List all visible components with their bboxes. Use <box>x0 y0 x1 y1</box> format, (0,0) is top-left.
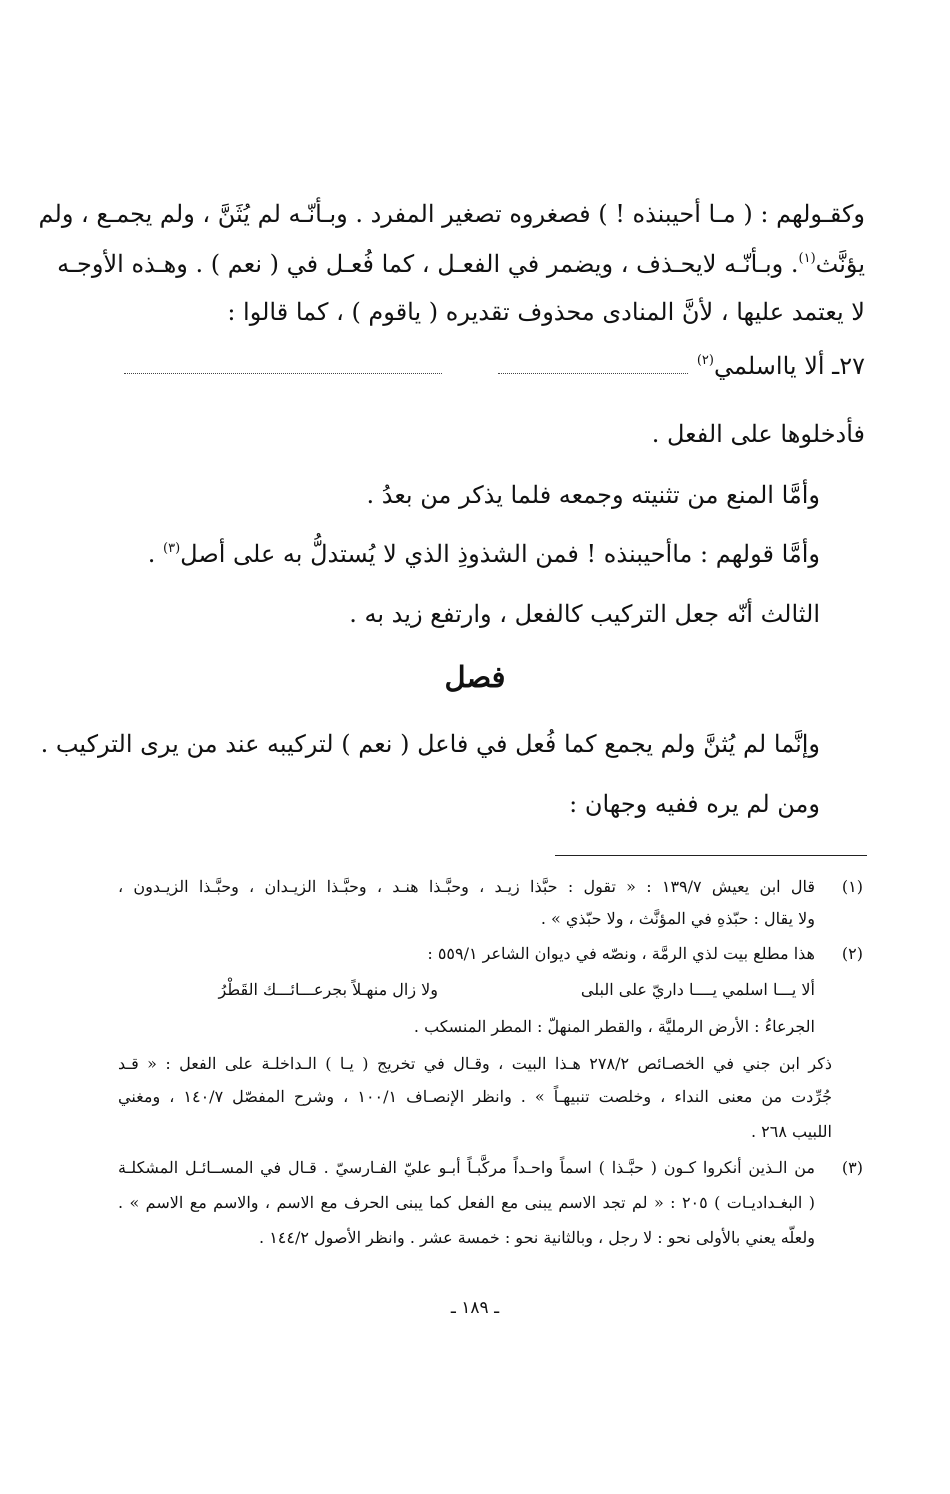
text-fragment: . وبـأنّـه لايحـذف ، ويضمر في الفعـل ، كما فُعـل في ( نعم ) . وهـذه الأوجـه <box>57 250 799 278</box>
verse-dotted-line <box>498 373 688 374</box>
text-fragment: يؤنَّث <box>815 250 865 278</box>
footnote-line: من الـذين أنكروا كـون ( حبَّـذا ) اسماً واحـداً مركَّبـاً أبـو عليّ الفـارسيّ . قـال في المســائـل المشكلـة <box>118 1158 815 1177</box>
text-line: وإنَّما لم يُثنَّ ولم يجمع كما فُعل في فاعل ( نعم ) لتركيبه عند من يرى التركيب . <box>40 730 820 758</box>
footnote-mark: (١) <box>798 251 816 266</box>
footnote-line: الجرعاءُ : الأرض الرمليَّة ، والقطر المنهلّ : المطر المنسكب . <box>413 1017 815 1036</box>
text-line <box>57 250 865 279</box>
footnote-line: ذكر ابن جني في الخصـائص ٢٧٨/٢ هـذا البيت ، وقـال في تخريج ( يـا ) الـداخلـة على الفعل : « قـد <box>118 1054 832 1073</box>
footnote-line: جُرِّدت من معنى النداء ، وخلصت تنبيهـاً » . وانظر الإنصـاف ١٠٠/١ ، وشرح المفصّل ١٤٠/٧ ، ومغني <box>118 1087 833 1106</box>
text-line: وأمَّا المنع من تثنيته وجمعه فلما يذكر من بعدُ . <box>366 481 820 509</box>
text-line: فأدخلوها على الفعل . <box>651 420 865 448</box>
verse-number-line <box>697 352 865 381</box>
text-fragment: وأمَّا قولهم : ماأحيبنذه ! فمن الشذوذِ الذي لا يُستدلُّ به على أصل <box>180 540 820 568</box>
verse-hemistich-first: ألا يـــا اسلمي يــــا داريّ على البلى <box>580 980 815 999</box>
footnote-line: اللبيب ٢٦٨ . <box>750 1122 832 1141</box>
footnote-number: (٣) <box>841 1158 863 1177</box>
footnote-line: ولعلّه يعني بالأولى نحو : لا رجل ، وبالثانية نحو : خمسة عشر . وانظر الأصول ١٤٤/٢ . <box>259 1228 815 1247</box>
text-line: الثالث أنّه جعل التركيب كالفعل ، وارتفع زيد به . <box>349 600 820 628</box>
verse-hemistich-second: ولا زال منهـلاً بجرعـــائـــك القَطْرُ <box>218 980 438 999</box>
footnote-mark: (٣) <box>163 541 181 556</box>
footnote-number: (٢) <box>841 944 863 963</box>
footnote-line: هذا مطلع بيت لذي الرمَّة ، ونصّه في ديوان الشاعر ٥٥٩/١ : <box>427 944 815 963</box>
footnote-mark: (٢) <box>696 353 714 368</box>
page-number: ـ ١٨٩ ـ <box>450 1298 500 1318</box>
footnote-rule <box>555 855 867 856</box>
text-line <box>148 540 820 569</box>
verse-dotted-line <box>124 373 442 374</box>
footnote-line: قال ابن يعيش ١٣٩/٧ : « تقول : حبَّذا زيـد ، وحبَّـذا هنـد ، وحبَّـذا الزيـدان ، وحبَّـذا الزيـدون ، <box>118 877 815 896</box>
footnote-line: ( البغـداديـات ) ٢٠٥ : « لم تجد الاسم يبنى مع الفعل كما يبنى الحرف مع الاسم ، والاسم مع الاسم » . <box>118 1193 816 1212</box>
text-fragment: ٢٧ـ ألا يااسلمي <box>713 352 865 380</box>
text-fragment: . <box>147 540 164 568</box>
footnote-number: (١) <box>841 877 863 896</box>
section-heading: فصل <box>444 660 506 694</box>
text-line: وكقـولهم : ( مـا أحيبنذه ! ) فصغروه تصغير المفرد . وبـأنّـه لم يُثَنَّ ، ولم يجمـع ، ولم <box>38 200 865 228</box>
footnote-line: ولا يقال : حبّذهِ في المؤنَّث ، ولا حبّذي » . <box>540 909 815 928</box>
text-line: ومن لم يره ففيه وجهان : <box>569 790 820 818</box>
text-line: لا يعتمد عليها ، لأنَّ المنادى محذوف تقديره ( ياقوم ) ، كما قالوا : <box>227 298 865 326</box>
